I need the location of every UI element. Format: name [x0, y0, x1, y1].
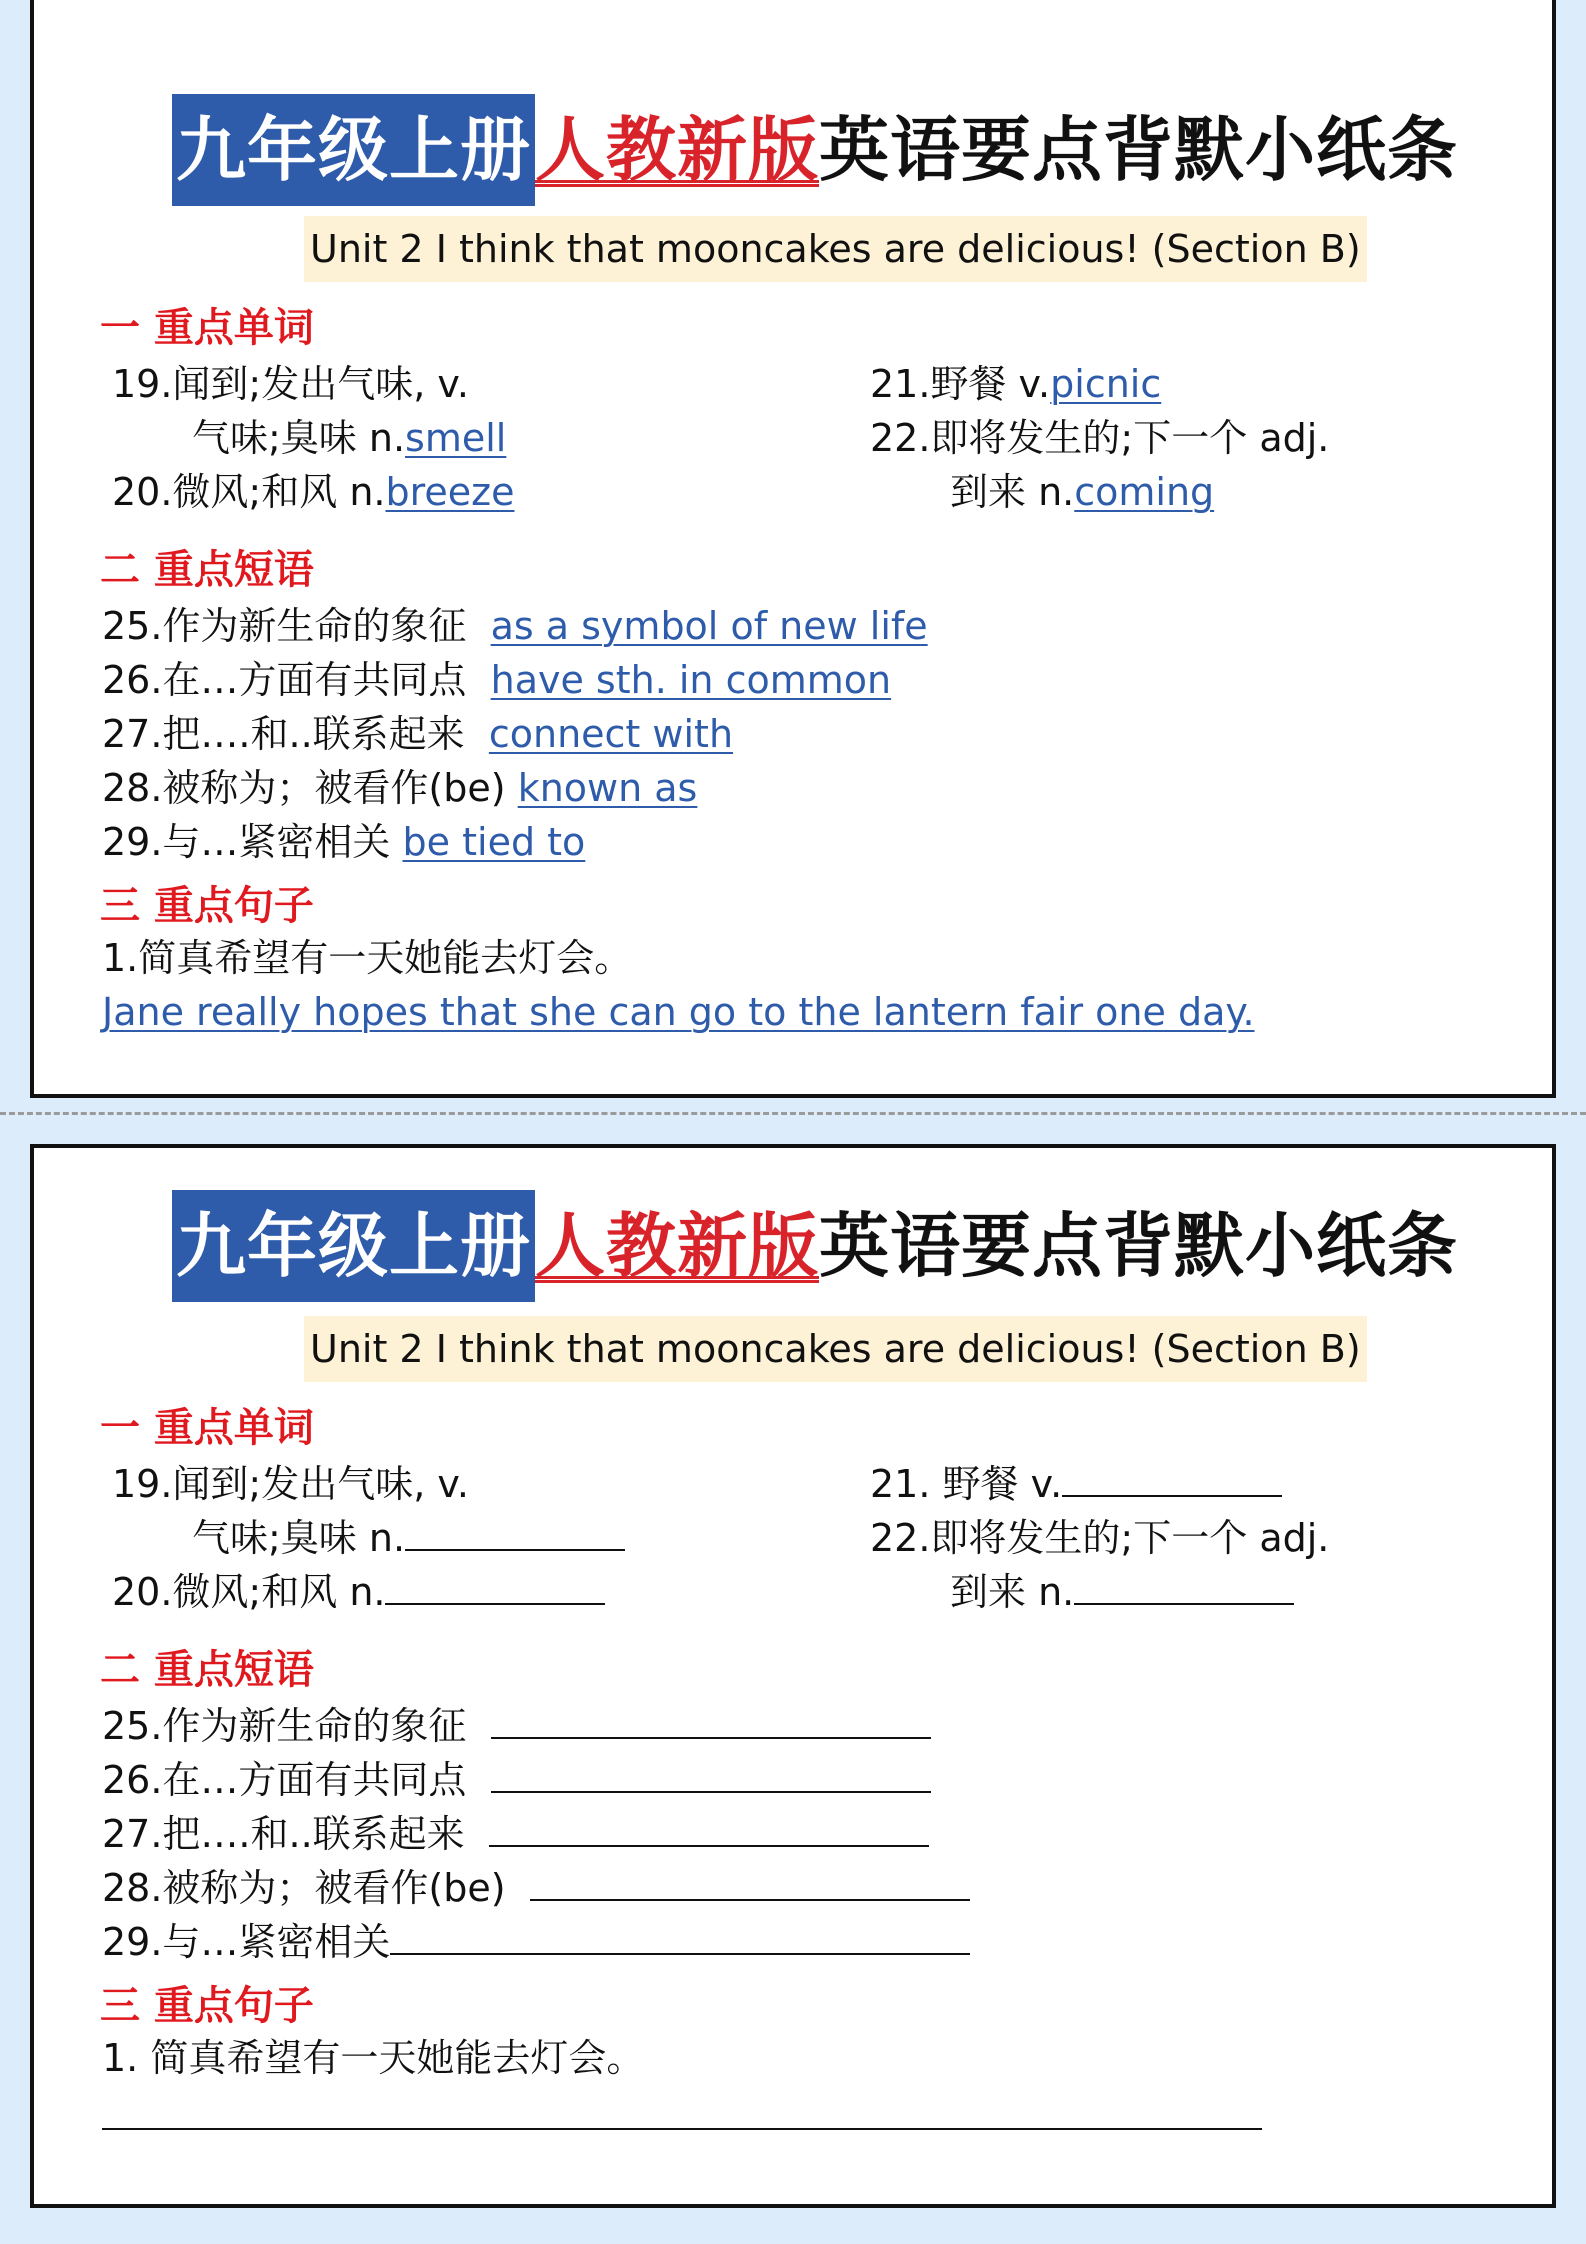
answer-card — [30, 0, 1556, 1098]
title-grade: 九年级上册 — [172, 1190, 535, 1302]
phrase-27: 27.把….和..联系起来 — [102, 1808, 929, 1860]
phrase-29: 29.与…紧密相关 be tied to — [102, 820, 586, 864]
phrase-28: 28.被称为；被看作(be) — [102, 1862, 970, 1914]
section-phrases-heading: 二 重点短语 — [100, 547, 314, 593]
title-main: 英语要点背默小纸条 — [819, 1205, 1458, 1287]
blank-28[interactable] — [530, 1863, 970, 1901]
phrase-26: 26.在…方面有共同点 — [102, 1754, 931, 1806]
phrase-26: 26.在…方面有共同点 have sth. in common — [102, 658, 892, 702]
blank-20[interactable] — [385, 1567, 605, 1605]
word-19: 19.闻到;发出气味, v. — [112, 362, 470, 406]
blank-26[interactable] — [491, 1755, 931, 1793]
section-phrases-heading-2: 二 重点短语 — [100, 1647, 314, 1693]
answer-26: have sth. in common — [490, 658, 892, 702]
phrase-27: 27.把….和..联系起来 connect with — [102, 712, 734, 756]
blank-29[interactable] — [390, 1917, 970, 1955]
answer-29: be tied to — [402, 820, 586, 864]
unit-subtitle-2: Unit 2 I think that mooncakes are delicious! (Section B) — [304, 1316, 1367, 1382]
answer-picnic: picnic — [1050, 362, 1162, 406]
answer-27: connect with — [488, 712, 734, 756]
practice-card — [30, 1144, 1556, 2208]
blank-21[interactable] — [1062, 1459, 1282, 1497]
section-sentences-heading: 三 重点句子 — [100, 883, 314, 929]
word-22b: 到来 n.coming — [950, 470, 1215, 514]
word-19: 19.闻到;发出气味, v. — [112, 1462, 470, 1506]
title-edition: 人教新版 — [535, 1205, 819, 1287]
answer-breeze: breeze — [385, 470, 515, 514]
word-20: 20.微风;和风 n.breeze — [112, 470, 515, 514]
title-grade: 九年级上册 — [172, 94, 535, 206]
answer-28: known as — [517, 766, 698, 810]
phrase-28: 28.被称为；被看作(be) known as — [102, 766, 698, 810]
word-22b: 到来 n. — [950, 1566, 1294, 1618]
word-22: 22.即将发生的;下一个 adj. — [870, 1516, 1330, 1560]
answer-smell: smell — [405, 416, 507, 460]
cut-line — [0, 1112, 1586, 1115]
page-title-2 — [172, 1190, 1458, 1302]
page-title — [172, 94, 1458, 206]
word-19b: 气味;臭味 n.smell — [192, 416, 507, 460]
title-edition: 人教新版 — [535, 109, 819, 191]
sentence-1-answer: Jane really hopes that she can go to the lantern fair one day. — [102, 990, 1255, 1034]
section-words-heading: 一 重点单词 — [100, 305, 314, 351]
word-21: 21.野餐 v.picnic — [870, 362, 1162, 406]
blank-sentence-1[interactable] — [102, 2128, 1262, 2130]
phrase-25: 25.作为新生命的象征 as a symbol of new life — [102, 604, 928, 648]
unit-subtitle: Unit 2 I think that mooncakes are delicious! (Section B) — [304, 216, 1367, 282]
phrase-29: 29.与…紧密相关 — [102, 1916, 970, 1968]
title-main: 英语要点背默小纸条 — [819, 109, 1458, 191]
section-words-heading-2: 一 重点单词 — [100, 1405, 314, 1451]
phrase-25: 25.作为新生命的象征 — [102, 1700, 931, 1752]
blank-19[interactable] — [405, 1513, 625, 1551]
blank-27[interactable] — [489, 1809, 929, 1847]
word-22: 22.即将发生的;下一个 adj. — [870, 416, 1330, 460]
answer-coming: coming — [1074, 470, 1215, 514]
sentence-1: 1. 简真希望有一天她能去灯会。 — [102, 2036, 645, 2080]
word-19b: 气味;臭味 n. — [192, 1512, 625, 1564]
blank-22[interactable] — [1074, 1567, 1294, 1605]
word-20: 20.微风;和风 n. — [112, 1566, 605, 1618]
blank-25[interactable] — [491, 1701, 931, 1739]
word-21: 21. 野餐 v. — [870, 1458, 1282, 1510]
answer-25: as a symbol of new life — [490, 604, 928, 648]
section-sentences-heading-2: 三 重点句子 — [100, 1983, 314, 2029]
sentence-1: 1.简真希望有一天她能去灯会。 — [102, 936, 633, 980]
